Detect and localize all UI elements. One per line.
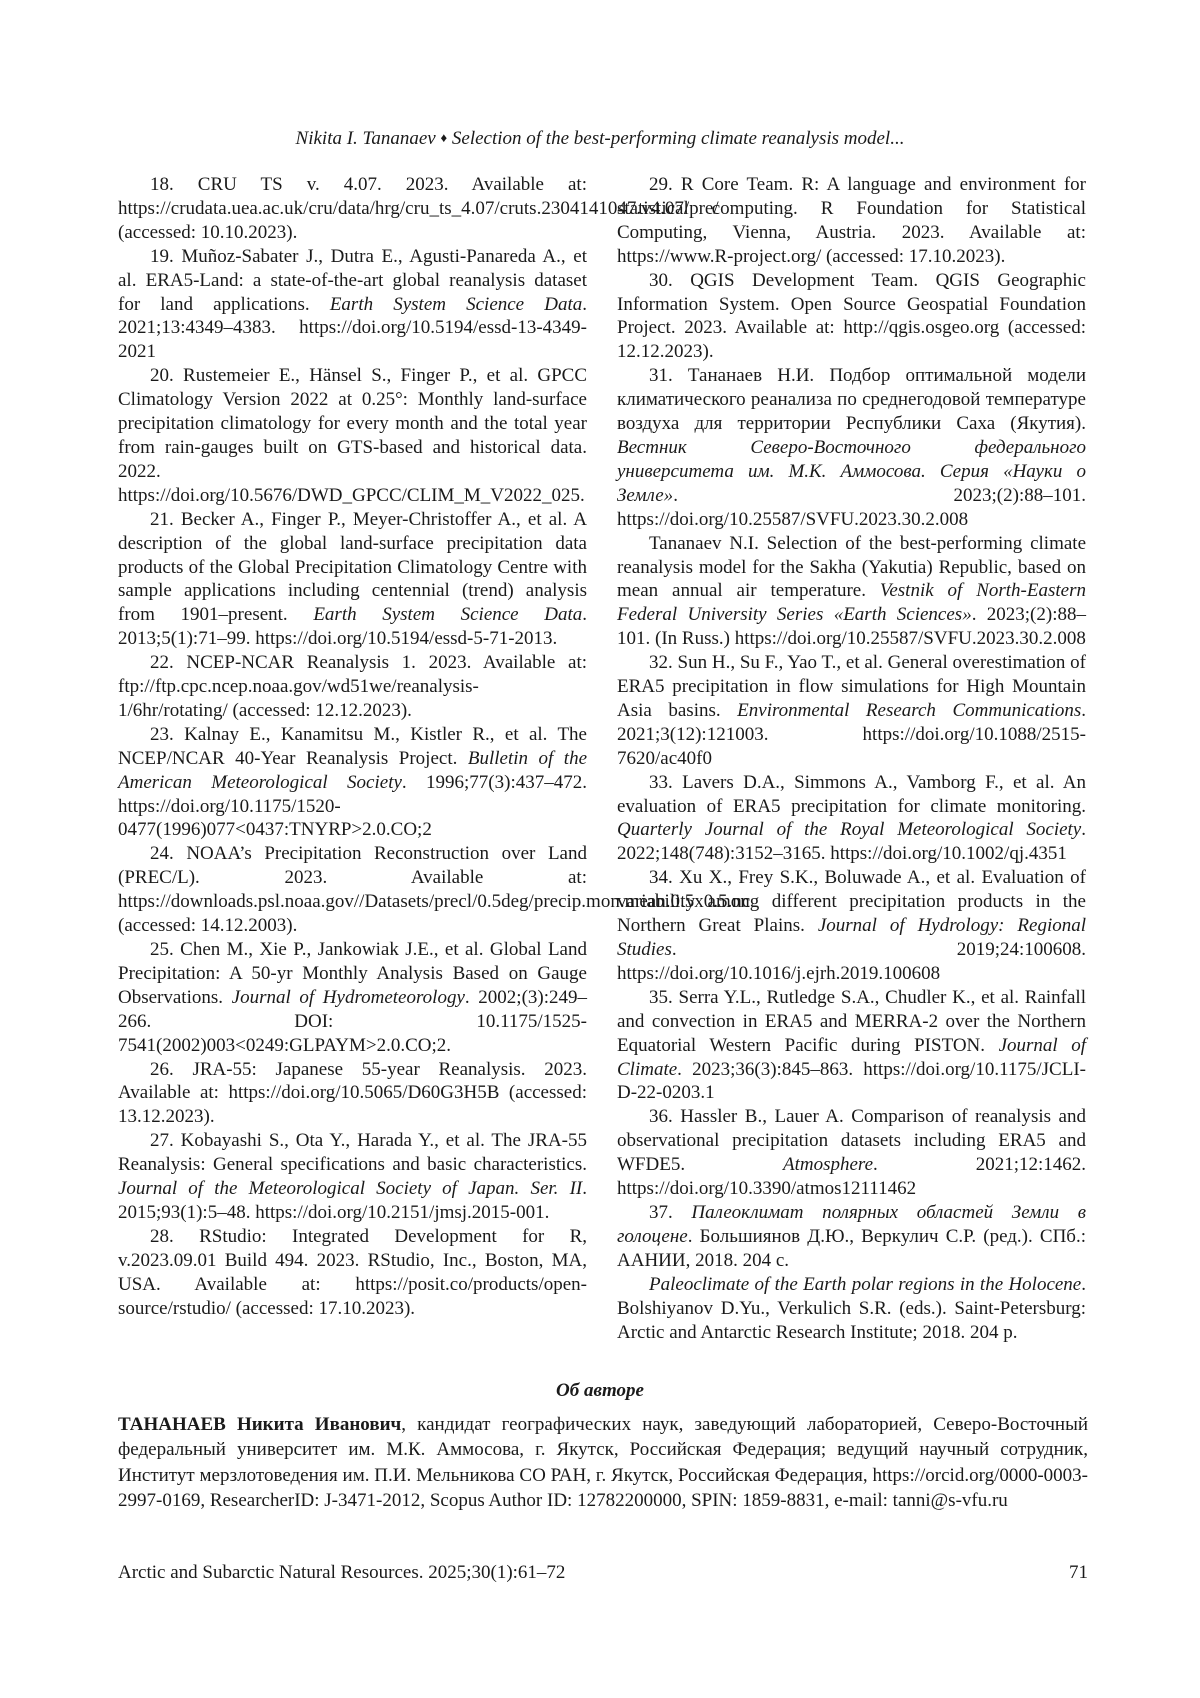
- reference-source-title: Journal of Hydrometeorology: [231, 986, 465, 1008]
- author-name: ТАНАНАЕВ Никита Иванович: [118, 1414, 402, 1435]
- reference-text: 37.: [649, 1201, 692, 1223]
- reference-details: . 2023;(2):88–101. https://doi.org/10.25587/SVFU.2023.30.2.008: [617, 484, 1086, 530]
- reference-text: Tananaev N.I. Selection of the best-performing climate reanalysis model for the Sakha (Yakutia) Republic, based on mean annual air temperature.: [617, 532, 1086, 602]
- reference-item: [118, 245, 587, 365]
- reference-details: . 2022;148(748):3152–3165. https://doi.org/10.1002/qj.4351: [617, 819, 1086, 865]
- reference-source-title: Vestnik of North-Eastern Federal University Series «Earth Sciences»: [617, 580, 1086, 626]
- reference-source-title: Bulletin of the American Meteorological Society: [118, 747, 587, 793]
- references-right-column: [617, 173, 1086, 1344]
- reference-details: . 2013;5(1):71–99. https://doi.org/10.5194/essd-5-71-2013.: [118, 604, 587, 650]
- reference-details: . 2019;24:100608. https://doi.org/10.1016/j.ejrh.2019.100608: [617, 939, 1086, 984]
- reference-details: . 2002;(3):249–266. DOI: 10.1175/1525-7541(2002)003<0249:GLPAYM>2.0.CO;2.: [118, 986, 587, 1056]
- header-separator: ♦: [440, 130, 448, 145]
- reference-source-title: Journal of Hydrology: Regional Studies: [617, 915, 1086, 960]
- reference-details: . Большиянов Д.Ю., Веркулич С.Р. (ред.). СПб.: ААНИИ, 2018. 204 с.: [617, 1225, 1086, 1271]
- reference-text: 26. JRA-55: Japanese 55-year Reanalysis. 2023. Available at: https://doi.org/10.5065/D60G3H5B (accessed: 13.12.2023).: [118, 1058, 587, 1128]
- reference-text: 18. CRU TS v. 4.07. 2023. Available at: https://crudata.uea.ac.uk/cru/data/hrg/cru_ts_4.07/cruts.2304141047.v4.07/pre/ (accessed: 10.10.2023).: [118, 174, 719, 243]
- reference-source-title: Journal of the Meteorological Society of Japan. Ser. II: [118, 1178, 583, 1200]
- reference-item: [617, 1105, 1086, 1201]
- reference-text: 32. Sun H., Su F., Yao T., et al. General overestimation of ERA5 precipitation in flow simulations for High Mountain Asia basins.: [617, 652, 1086, 721]
- reference-item: [617, 532, 1086, 652]
- reference-text: 29. R Core Team. R: A language and environment for statistical computing. R Foundation for Statistical Computing, Vienna, Austria. 2023. Available at: https://www.R-project.org/ (accessed: 17.10.2023).: [617, 174, 1086, 267]
- reference-item: [617, 986, 1086, 1106]
- reference-text: 31. Тананаев Н.И. Подбор оптимальной модели климатического реанализа по среднегодовой температуре воздуха для территории Республики Саха (Якутия).: [617, 365, 1086, 435]
- reference-source-title: Atmosphere: [782, 1154, 874, 1176]
- page-number: 71: [1069, 1562, 1088, 1583]
- reference-details: . 2021;13:4349–4383. https://doi.org/10.5194/essd-13-4349-2021: [118, 293, 587, 363]
- reference-item: [617, 771, 1086, 867]
- reference-text: 28. RStudio: Integrated Development for R, v.2023.09.01 Build 494. 2023. RStudio, Inc., Boston, MA, USA. Available at: https://posit.co/products/open-source/rstudio/ (accessed: 17.10.2023).: [118, 1225, 587, 1319]
- reference-text: 25. Chen M., Xie P., Jankowiak J.E., et al. Global Land Precipitation: A 50-yr Monthly Analysis Based on Gauge Observations.: [118, 939, 587, 1008]
- reference-item: [118, 508, 587, 651]
- reference-text: 36. Hassler B., Lauer A. Comparison of reanalysis and observational precipitation datasets including ERA5 and WFDE5.: [617, 1106, 1086, 1176]
- reference-details: . Bolshiyanov D.Yu., Verkulich S.R. (eds.). Saint-Petersburg: Arctic and Antarctic Research Institute; 2018. 204 p.: [617, 1273, 1086, 1343]
- reference-source-title: Earth System Science Data: [313, 604, 583, 626]
- reference-details: . 2023;36(3):845–863. https://doi.org/10.1175/JCLI-D-22-0203.1: [617, 1058, 1086, 1104]
- reference-details: . 2021;12:1462. https://doi.org/10.3390/atmos12111462: [617, 1154, 1087, 1200]
- reference-text: 34. Xu X., Frey S.K., Boluwade A., et al. Evaluation of variability among different precipitation products in the Northern Great Plains.: [617, 867, 1086, 937]
- reference-details: . 2015;93(1):5–48. https://doi.org/10.2151/jmsj.2015-001.: [118, 1178, 587, 1223]
- reference-item: [617, 1273, 1086, 1345]
- reference-item: [118, 1225, 587, 1321]
- references-left-column: [118, 173, 751, 1321]
- reference-text: 33. Lavers D.A., Simmons A., Vamborg F., et al. An evaluation of ERA5 precipitation for climate monitoring.: [617, 771, 1086, 817]
- reference-source-title: Paleoclimate of the Earth polar regions in the Holocene: [649, 1273, 1082, 1295]
- author-details: , кандидат географических наук, заведующий лабораторией, Северо-Восточный федеральный университет им. М.К. Аммосова, г. Якутск, Российская Федерация; ведущий научный сотрудник, Институт мерзлотоведения им. П.И. Мельникова СО РАН, г. Якутск, Российская Федерация, https://orcid.org/0000-0003-2997-0169, ResearcherID: J-3471-2012, Scopus Author ID: 12782200000, SPIN: 1859-8831, e-mail: tanni@s-vfu.ru: [118, 1414, 1089, 1512]
- reference-text: 22. NCEP-NCAR Reanalysis 1. 2023. Available at: ftp://ftp.cpc.ncep.noaa.gov/wd51we/reanalysis-1/6hr/rotating/ (accessed: 12.12.2023).: [118, 652, 587, 721]
- reference-item: [118, 364, 587, 507]
- reference-item: [118, 1129, 587, 1225]
- reference-item: [617, 173, 1086, 269]
- about-author-heading: Об авторе: [556, 1380, 644, 1401]
- reference-item: [617, 866, 1086, 986]
- reference-item: [118, 938, 587, 1058]
- reference-item: [617, 364, 1086, 531]
- header-title: Selection of the best-performing climate reanalysis model...: [451, 128, 905, 149]
- header-author: Nikita I. Tananaev: [295, 128, 436, 149]
- reference-text: 24. NOAA’s Precipitation Reconstruction over Land (PREC/L). 2023. Available at: https://downloads.psl.noaa.gov//Datasets/precl/0.5deg/precip.mon.mean.0.5x0.5.nc (accessed: 14.12.2003).: [118, 843, 751, 937]
- reference-text: 35. Serra Y.L., Rutledge S.A., Chudler K., et al. Rainfall and convection in ERA5 and MERRA-2 over the Northern Equatorial Western Pacific during PISTON.: [617, 986, 1086, 1056]
- reference-item: [118, 173, 719, 245]
- reference-item: [118, 723, 587, 843]
- reference-source-title: Journal of Climate: [617, 1034, 1087, 1080]
- reference-source-title: Вестник Северо-Восточного федерального университета им. М.К. Аммосова. Серия «Науки о Земле»: [617, 436, 1086, 506]
- reference-text: 23. Kalnay E., Kanamitsu M., Kistler R., et al. The NCEP/NCAR 40-Year Reanalysis Project.: [118, 723, 587, 769]
- reference-text: 27. Kobayashi S., Ota Y., Harada Y., et al. The JRA-55 Reanalysis: General specifications and basic characteristics.: [118, 1130, 587, 1176]
- footer-journal: Arctic and Subarctic Natural Resources. 2025;30(1):61–72: [118, 1562, 566, 1583]
- reference-item: [617, 269, 1086, 365]
- reference-source-title: Палеоклимат полярных областей Земли в голоцене: [617, 1201, 1086, 1247]
- reference-text: 19. Muñoz-Sabater J., Dutra E., Agusti-Panareda A., et al. ERA5-Land: a state-of-the-art global reanalysis dataset for land applications.: [118, 245, 587, 315]
- reference-details: . 2021;3(12):121003. https://doi.org/10.1088/2515-7620/ac40f0: [617, 699, 1086, 769]
- reference-item: [617, 1201, 1086, 1273]
- reference-source-title: Quarterly Journal of the Royal Meteorological Society: [617, 819, 1082, 841]
- reference-item: [118, 1058, 587, 1130]
- reference-item: [118, 651, 587, 723]
- reference-item: [617, 651, 1086, 771]
- about-author-text: [118, 1412, 1088, 1514]
- reference-text: 21. Becker A., Finger P., Meyer-Christoffer A., et al. A description of the global land-surface precipitation data products of the Global Precipitation Climatology Centre with sample applications including centennial (trend) analysis from 1901–present.: [118, 508, 587, 626]
- reference-item: [118, 842, 751, 938]
- reference-text: 30. QGIS Development Team. QGIS Geographic Information System. Open Source Geospatial Foundation Project. 2023. Available at: http://qgis.osgeo.org (accessed: 12.12.2023).: [617, 269, 1086, 363]
- reference-details: . 2023;(2):88–101. (In Russ.) https://doi.org/10.25587/SVFU.2023.30.2.008: [617, 604, 1086, 650]
- reference-source-title: Earth System Science Data: [329, 293, 583, 315]
- running-header: [0, 128, 1200, 150]
- reference-source-title: Environmental Research Communications: [737, 699, 1082, 721]
- reference-details: . 1996;77(3):437–472. https://doi.org/10.1175/1520-0477(1996)077<0437:TNYRP>2.0.CO;2: [118, 771, 587, 841]
- reference-text: 20. Rustemeier E., Hänsel S., Finger P., et al. GPCC Climatology Version 2022 at 0.25°: Monthly land-surface precipitation climatology for every month and the total year from rain-gauges built on GTS-based and historical data. 2022. https://doi.org/10.5676/DWD_GPCC/CLIM_M_V2022_025.: [118, 365, 587, 506]
